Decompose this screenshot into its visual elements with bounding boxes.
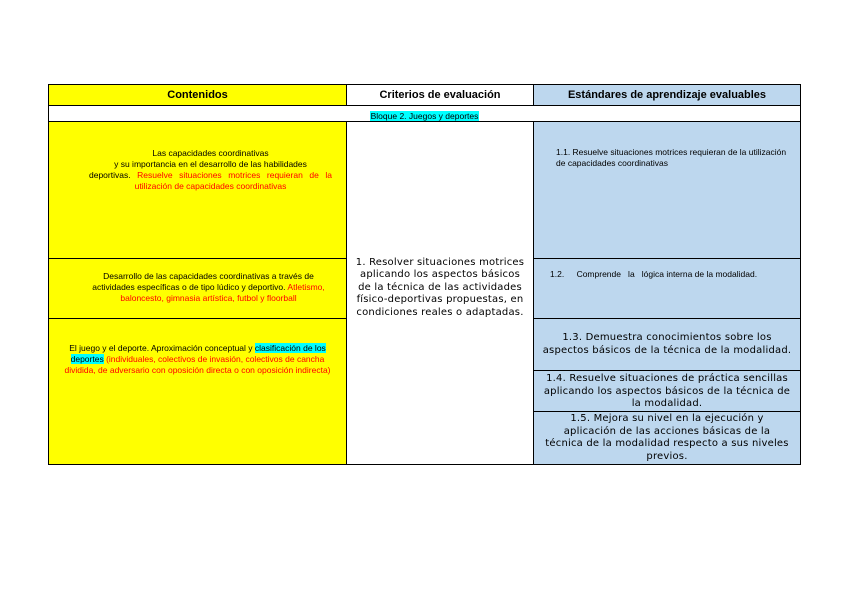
contenido-c1-red: Resuelve situaciones motrices requieran de la utilización de capacidades coordinativas bbox=[134, 170, 332, 191]
header-contenidos bbox=[48, 84, 347, 106]
estandar-1-5 bbox=[533, 411, 801, 465]
estandar-1-3-text: 1.3. Demuestra conocimientos sobre los aspectos básicos de la técnica de la modalidad. bbox=[542, 332, 792, 356]
header-contenidos-label: Contenidos bbox=[167, 89, 228, 101]
bloque-row bbox=[48, 105, 801, 122]
estandar-1-2-num: 1.2. bbox=[550, 269, 565, 279]
estandar-1-1 bbox=[533, 121, 801, 259]
estandar-1-4 bbox=[533, 370, 801, 412]
estandar-1-5-text: 1.5. Mejora su nivel en la ejecución y aplicación de las acciones básicas de la técnica de la modalidad respecto a sus niveles previos. bbox=[545, 413, 789, 462]
bloque-label: Bloque 2. Juegos y deportes bbox=[370, 111, 479, 121]
header-estandares-label: Estándares de aprendizaje evaluables bbox=[567, 89, 767, 101]
estandar-1-2-text: Comprende la lógica interna de la modalidad. bbox=[576, 269, 758, 279]
contenido-c1-line1: Las capacidades coordinativas bbox=[152, 148, 269, 158]
estandar-1-4-text: 1.4. Resuelve situaciones de práctica sencillas aplicando los aspectos básicos de la técnica de la modalidad. bbox=[543, 373, 791, 409]
header-criterios-label: Criterios de evaluación bbox=[379, 89, 501, 101]
contenido-c1-line2: y su importancia en el desarrollo de las habilidades bbox=[114, 159, 307, 169]
contenido-desarrollo bbox=[48, 258, 347, 319]
contenido-capacidades bbox=[48, 121, 347, 259]
contenido-juego bbox=[48, 318, 347, 465]
contenido-c1-line3: deportivas. bbox=[89, 170, 131, 180]
estandar-1-3 bbox=[533, 318, 801, 371]
header-estandares bbox=[533, 84, 801, 106]
contenido-c3-red: (individuales, colectivos de invasión, colectivos de cancha dividida, de adversario con oposición directa o con oposición indirecta) bbox=[64, 354, 331, 375]
contenido-c2-red: Atletismo, baloncesto, gimnasia artística, futbol y floorball bbox=[120, 282, 325, 303]
criterio-text: 1. Resolver situaciones motrices aplicando los aspectos básicos de la técnica de las actividades físico-deportivas propuestas, en condiciones reales o adaptadas. bbox=[355, 256, 525, 318]
estandar-1-2 bbox=[533, 258, 801, 319]
header-criterios bbox=[346, 84, 534, 106]
contenido-c3-highlight: clasificación de los deportes bbox=[70, 343, 326, 364]
contenido-c1-rest bbox=[89, 170, 332, 192]
estandar-1-1-text: 1.1. Resuelve situaciones motrices requieran de la utilización de capacidades coordinativas bbox=[556, 147, 787, 168]
contenido-c3-black: El juego y el deporte. Aproximación conceptual y bbox=[69, 343, 253, 353]
contenido-c2-black: Desarrollo de las capacidades coordinativas a través de actividades específicas o de tipo lúdico y deportivo. bbox=[92, 271, 314, 292]
criterio-cell bbox=[346, 121, 534, 465]
